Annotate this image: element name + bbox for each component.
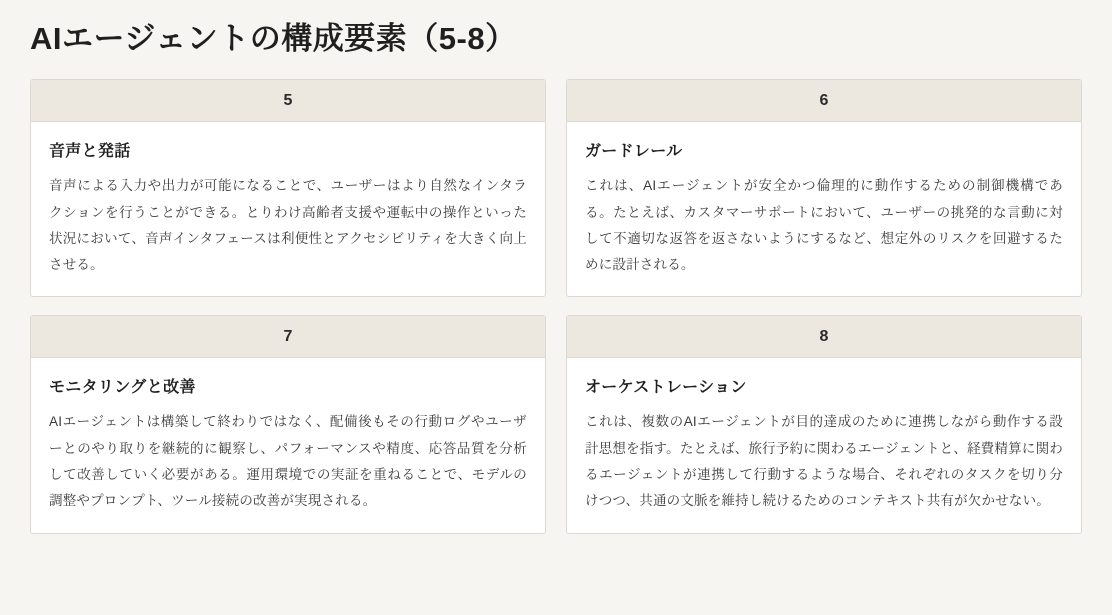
card-subtitle: ガードレール bbox=[585, 143, 683, 161]
card-body bbox=[31, 122, 545, 296]
card-number-badge: 5 bbox=[31, 80, 545, 122]
component-card-grid bbox=[30, 79, 1082, 534]
card-description: これは、複数のAIエージェントが目的達成のために連携しながら動作する設計思想を指す。たとえば、旅行予約に関わるエージェントと、経費精算に関わるエージェントが連携して行動するような場合、それぞれのタスクを切り分けつつ、共通の文脈を維持し続けるためのコンテキスト共有が欠かせない。 bbox=[585, 414, 1063, 509]
component-card-8 bbox=[566, 315, 1082, 533]
card-subtitle: オーケストレーション bbox=[585, 379, 747, 397]
card-description: 音声による入力や出力が可能になることで、ユーザーはより自然なインタラクションを行うことができる。とりわけ高齢者支援や運転中の操作といった状況において、音声インタフェースは利便性とアクセシビリティを大きく向上させる。 bbox=[49, 178, 527, 273]
card-body bbox=[567, 358, 1081, 532]
card-number-badge: 7 bbox=[31, 316, 545, 358]
card-subtitle: 音声と発話 bbox=[49, 143, 131, 161]
component-card-6 bbox=[566, 79, 1082, 297]
card-subtitle: モニタリングと改善 bbox=[49, 379, 196, 397]
card-body bbox=[31, 358, 545, 532]
component-card-5 bbox=[30, 79, 546, 297]
card-number-badge: 6 bbox=[567, 80, 1081, 122]
card-description: AIエージェントは構築して終わりではなく、配備後もその行動ログやユーザーとのやり取りを継続的に観察し、パフォーマンスや精度、応答品質を分析して改善していく必要がある。運用環境での実証を重ねることで、モデルの調整やプロンプト、ツール接続の改善が実現される。 bbox=[49, 414, 527, 509]
page-title: AIエージェントの構成要素（5-8） bbox=[30, 21, 517, 56]
card-number-badge: 8 bbox=[567, 316, 1081, 358]
card-description: これは、AIエージェントが安全かつ倫理的に動作するための制御機構である。たとえば、カスタマーサポートにおいて、ユーザーの挑発的な言動に対して不適切な返答を返さないようにするなど、想定外のリスクを回避するために設計される。 bbox=[585, 178, 1063, 273]
component-card-7 bbox=[30, 315, 546, 533]
card-body bbox=[567, 122, 1081, 296]
